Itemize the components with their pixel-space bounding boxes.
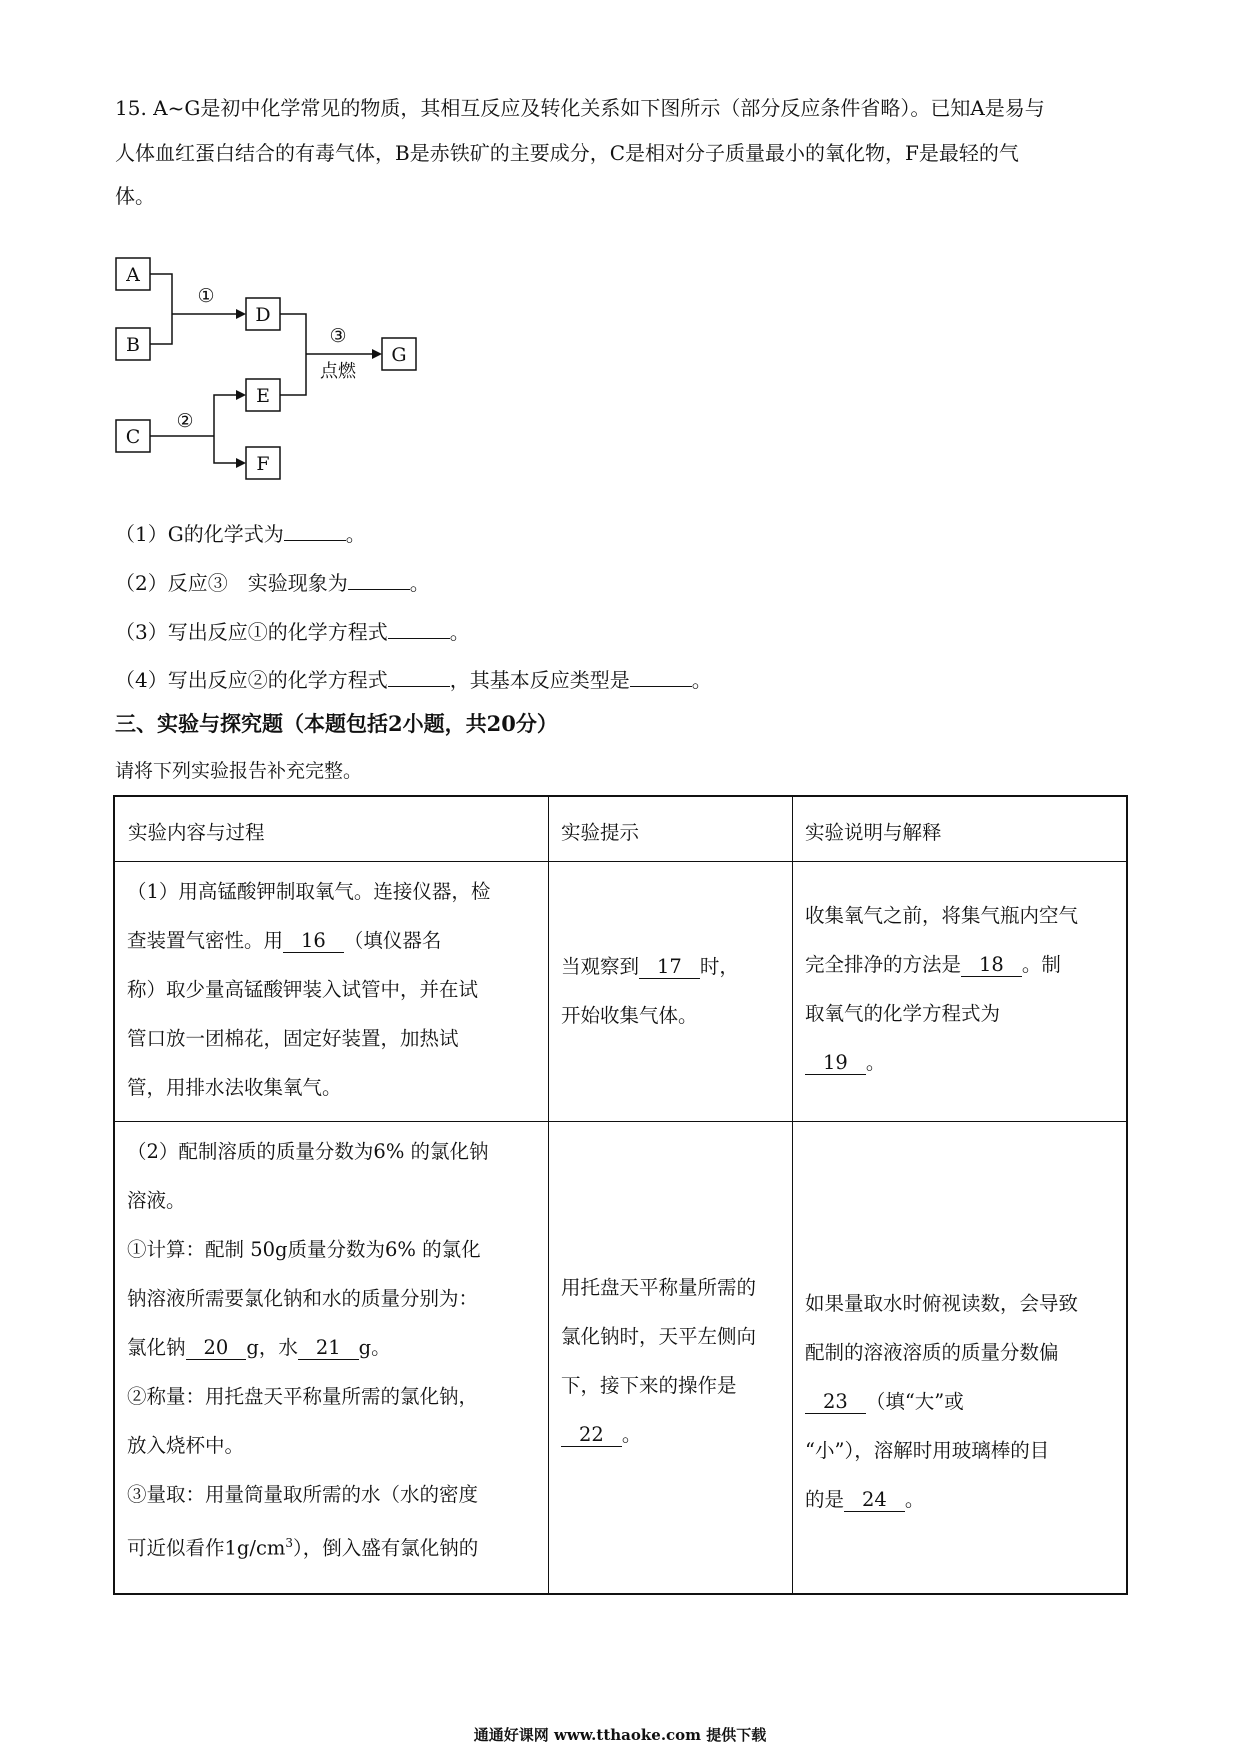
cell-line: [805, 891, 1078, 940]
cell-text: 溶液。: [127, 1189, 186, 1212]
footer-credit: 通通好课网 www.tthaoke.com 提供下载: [473, 1726, 767, 1744]
cell-line: [127, 916, 490, 965]
cell-text: 可近似看作1g/cm: [127, 1536, 286, 1560]
cell-line: [127, 1225, 489, 1274]
answer-blank-20[interactable]: 20: [186, 1337, 247, 1360]
node-e: E: [256, 385, 270, 407]
table-header-process: 实验内容与过程: [128, 821, 265, 844]
cell-text: 查装置气密性。用: [127, 929, 284, 952]
answer-blank-21[interactable]: 21: [298, 1337, 359, 1360]
cell-line: [805, 989, 1078, 1038]
reaction-2-label: ②: [176, 410, 194, 432]
cell-text: 的是: [805, 1488, 845, 1511]
cell-text: 管口放一团棉花，固定好装置，加热试: [127, 1027, 459, 1050]
row2-hint-cell: [561, 1263, 756, 1459]
cell-text: ①计算：配制 50g质量分数为6% 的氯化: [127, 1238, 481, 1261]
cell-text: （1）用高锰酸钾制取氧气。连接仪器，检: [127, 880, 491, 903]
cell-text: 收集氧气之前，将集气瓶内空气: [805, 904, 1079, 927]
answer-blank[interactable]: [284, 520, 346, 541]
question-15-line-3: 体。: [115, 184, 155, 208]
node-g: G: [391, 344, 407, 366]
answer-blank-17[interactable]: 17: [639, 956, 700, 979]
answer-blank-24[interactable]: 24: [844, 1489, 905, 1512]
cell-text: 当观察到: [561, 955, 640, 978]
cell-line: [561, 1263, 756, 1312]
cell-line: [127, 1014, 490, 1063]
cell-line: [127, 1063, 490, 1112]
answer-blank[interactable]: [388, 618, 450, 639]
row1-hint-cell: [561, 942, 739, 1040]
cell-text: 称）取少量高锰酸钾装入试管中，并在试: [127, 978, 479, 1001]
cell-line: [561, 991, 739, 1040]
reaction-diagram: [110, 252, 430, 492]
cell-line: [127, 1470, 489, 1519]
cell-line: [127, 1274, 489, 1323]
cell-text: 配制的溶液溶质的质量分数偏: [805, 1341, 1059, 1364]
cell-line: [561, 942, 739, 991]
cell-line: [127, 867, 490, 916]
cell-line: [561, 1361, 756, 1410]
section-intro: 请将下列实验报告补充完整。: [115, 760, 363, 782]
cell-text: （2）配制溶质的质量分数为6% 的氯化钠: [127, 1140, 489, 1163]
row2-explanation-cell: [805, 1279, 1078, 1524]
cell-text: 钠溶液所需要氯化钠和水的质量分别为：: [127, 1287, 479, 1310]
table-header-hint: 实验提示: [561, 821, 640, 844]
cell-text: ③量取：用量筒量取所需的水（水的密度: [127, 1483, 479, 1506]
experiment-report-table: [113, 795, 1128, 1595]
reaction-1-label: ①: [197, 285, 215, 307]
cell-text: g。: [358, 1336, 391, 1359]
superscript: 3: [285, 1536, 294, 1550]
cell-line: [805, 1377, 1078, 1426]
sub-question-4: （4）写出反应②的化学方程式 ，其基本反应类型是 。: [115, 668, 712, 692]
answer-blank-18[interactable]: 18: [961, 954, 1022, 977]
cell-text: 如果量取水时俯视读数，会导致: [805, 1292, 1079, 1315]
sub-question-1: （1）G的化学式为 。: [115, 522, 366, 546]
answer-blank[interactable]: [630, 666, 692, 687]
node-b: B: [126, 334, 140, 356]
cell-text: 下，接下来的操作是: [561, 1374, 737, 1397]
cell-line: [127, 1323, 489, 1372]
answer-blank-23[interactable]: 23: [805, 1391, 866, 1414]
cell-line: [805, 1426, 1078, 1475]
cell-text: 。: [904, 1488, 925, 1511]
table-header-explanation: 实验说明与解释: [805, 821, 942, 844]
cell-text: g，水: [246, 1336, 298, 1359]
row2-process-cell: [127, 1127, 489, 1573]
answer-blank[interactable]: [348, 569, 410, 590]
cell-line: [127, 1421, 489, 1470]
cell-text: 时，: [699, 955, 739, 978]
sub-question-2: （2）反应③ 实验现象为 。: [115, 571, 430, 595]
answer-blank-19[interactable]: 19: [805, 1052, 866, 1075]
cell-text: 。: [865, 1051, 886, 1074]
cell-text: 放入烧杯中。: [127, 1434, 245, 1457]
cell-text: （填仪器名: [343, 929, 442, 952]
cell-line: [805, 1475, 1078, 1524]
cell-line: [561, 1410, 756, 1459]
node-c: C: [125, 426, 141, 448]
cell-line: [561, 1312, 756, 1361]
cell-text: 开始收集气体。: [561, 1004, 698, 1027]
cell-text: ），倒入盛有氯化钠的: [293, 1536, 479, 1560]
cell-text: 氯化钠: [127, 1336, 186, 1359]
cell-text: 。制: [1021, 953, 1061, 976]
cell-line: [127, 1372, 489, 1421]
cell-line: [127, 965, 490, 1014]
row1-explanation-cell: [805, 891, 1078, 1087]
reaction-3-label: ③: [329, 325, 347, 347]
cell-line: [805, 1328, 1078, 1377]
answer-blank-16[interactable]: 16: [283, 930, 344, 953]
cell-text: 完全排净的方法是: [805, 953, 962, 976]
section-title: 三、实验与探究题（本题包括2小题，共20分）: [115, 711, 558, 736]
reaction-3-condition: 点燃: [320, 361, 356, 382]
node-d: D: [255, 304, 271, 326]
cell-text: “小”），溶解时用玻璃棒的目: [805, 1439, 1050, 1462]
cell-text: ②称量：用托盘天平称量所需的氯化钠，: [127, 1385, 479, 1408]
cell-text: 管，用排水法收集氧气。: [127, 1076, 342, 1099]
question-15-line-1: 15. A~G是初中化学常见的物质，其相互反应及转化关系如下图所示（部分反应条件省略）。已知A是易与: [115, 96, 1045, 120]
node-a: A: [126, 264, 140, 286]
cell-line: [127, 1176, 489, 1225]
row1-process-cell: [127, 867, 490, 1112]
cell-text: 。: [621, 1423, 642, 1446]
cell-text: （填“大”或: [865, 1390, 964, 1413]
cell-text: 取氧气的化学方程式为: [805, 1002, 1001, 1025]
answer-blank[interactable]: [388, 666, 450, 687]
cell-line: [805, 1038, 1078, 1087]
sub-question-3: （3）写出反应①的化学方程式 。: [115, 620, 470, 644]
question-15-line-2: 人体血红蛋白结合的有毒气体，B是赤铁矿的主要成分，C是相对分子质量最小的氧化物，F是最轻的气: [115, 141, 1019, 165]
cell-line: [805, 940, 1078, 989]
cell-line: [127, 1519, 489, 1573]
cell-text: 氯化钠时，天平左侧向: [561, 1325, 757, 1348]
answer-blank-22[interactable]: 22: [561, 1424, 622, 1447]
cell-text: 用托盘天平称量所需的: [561, 1276, 757, 1299]
node-f: F: [256, 453, 270, 475]
cell-line: [805, 1279, 1078, 1328]
cell-line: [127, 1127, 489, 1176]
